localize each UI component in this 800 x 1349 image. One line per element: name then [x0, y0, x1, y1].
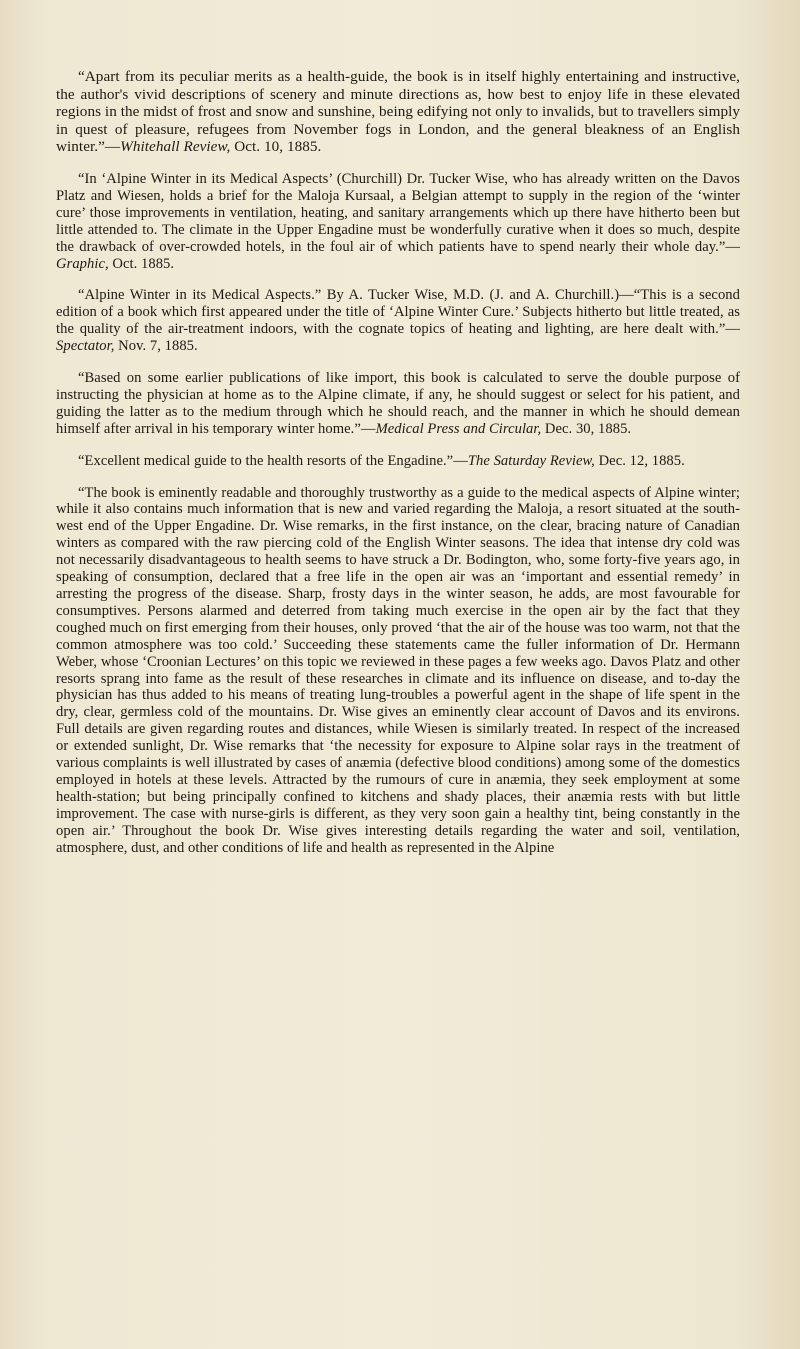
review-text: “The book is eminently readable and thoroughly trustworthy as a guide to the medical aspects of Alpine winter; while it also contains much information that is new and varied regarding the Maloja, a resort situated at the south-west end of the Upper Engadine. Dr. Wise remarks, in the first instance, on the clear, bracing nature of Canadian winters as compared with the raw piercing cold of the English Winter seasons. The idea that intense dry cold was not necessarily disadvantageous to health seems to have struck a Dr. Bodington, who, some forty-five years ago, in speaking of consumption, declared that a free life in the open air was an ‘important and essential remedy’ in arresting the progress of the disease. Sharp, frosty days in the winter season, he adds, are most favourable for consumptives. Persons alarmed and deterred from taking much exercise in the open air by the fact that they coughed much on first emerging from their houses, only proved ‘that the air of the house was too warm, not that the common atmosphere was too cold.’ Succeeding these statements came the fuller information of Dr. Hermann Weber, whose ‘Croonian Lectures’ on this topic we reviewed in these pages a few weeks ago. Davos Platz and other resorts sprang into fame as the result of these researches in climate and its influence on disease, and to-day the physician has thus added to his means of treating lung-troubles a powerful agent in the shape of life spent in the dry, clear, germless cold of the mountains. Dr. Wise gives an eminently clear account of Davos and its environs. Full details are given regarding routes and distances, while Wiesen is similarly treated. In respect of the increased or extended sunlight, Dr. Wise remarks that ‘the necessity for exposure to Alpine solar rays in the treatment of various complaints is well illustrated by cases of anæmia (defective blood conditions) among some of the domestics employed in hotels at these levels. Attracted by the rumours of cure in anæmia, they seek employment at some health-station; but being principally confined to kitchens and shady places, their anæmia rests with but little improvement. The case with nurse-girls is different, as they very soon gain a healthy tint, being constantly in the open air.’ Throughout the book Dr. Wise gives interesting details regarding the water and soil, ventilation, atmosphere, dust, and other conditions of life and health as represented in the Alpine: [56, 484, 740, 856]
review-date: Oct. 10, 1885.: [230, 138, 322, 156]
review-long: [56, 485, 740, 857]
review-spectator: [56, 287, 740, 355]
review-text: “Excellent medical guide to the health resorts of the Engadine.”—: [78, 452, 468, 469]
review-text: “Alpine Winter in its Medical Aspects.” By A. Tucker Wise, M.D. (J. and A. Churchill.)—“This is a second edition of a book which first appeared under the title of ‘Alpine Winter Cure.’ Subjects hitherto but little treated, as the quality of the air-treatment indoors, with the cognate topics of heating and lighting, are here dealt with.”—: [56, 287, 740, 338]
review-text: “Apart from its peculiar merits as a health-guide, the book is in itself highly entertaining and instructive, the author's vivid descriptions of scenery and minute directions as, how best to enjoy life in these elevated regions in the midst of frost and snow and sunshine, being edifying not only to invalids, but to travellers simply in quest of pleasure, refugees from November fogs in London, and the general bleakness of an English winter.”—: [56, 68, 740, 156]
review-source: Whitehall Review,: [120, 138, 231, 156]
review-source: Medical Press and Circular,: [375, 420, 542, 437]
review-source: The Saturday Review,: [467, 452, 595, 469]
press-notices-column: [56, 68, 740, 857]
review-date: Dec. 12, 1885.: [594, 452, 685, 469]
review-date: Nov. 7, 1885.: [114, 338, 198, 355]
review-date: Oct. 1885.: [108, 255, 175, 272]
review-text: “In ‘Alpine Winter in its Medical Aspects’ (Churchill) Dr. Tucker Wise, who has already written on the Davos Platz and Wiesen, holds a brief for the Maloja Kursaal, a Belgian attempt to supply in the region of the ‘winter cure’ those improvements in ventilation, heating, and sanitary arrangements which up there have hitherto been but little attended to. The climate in the Upper Engadine must be wonderfully curative when it does so much, despite the drawback of over-crowded hotels, in the foul air of which patients have to spend nearly their whole day.”—: [56, 170, 740, 255]
review-source: Graphic,: [56, 255, 109, 272]
review-medical-press: [56, 370, 740, 438]
review-source: Spectator,: [56, 338, 115, 355]
review-graphic: [56, 171, 740, 272]
review-text: “Based on some earlier publications of like import, this book is calculated to serve the double purpose of instructing the physician at home as to the Alpine climate, if any, he should suggest or select for his patient, and guiding the latter as to the medium through which he should reach, and the manner in which he should demean himself after arrival in his temporary winter home.”—: [56, 370, 740, 437]
review-saturday: [56, 453, 740, 470]
review-whitehall: [56, 68, 740, 156]
review-date: Dec. 30, 1885.: [541, 420, 632, 437]
